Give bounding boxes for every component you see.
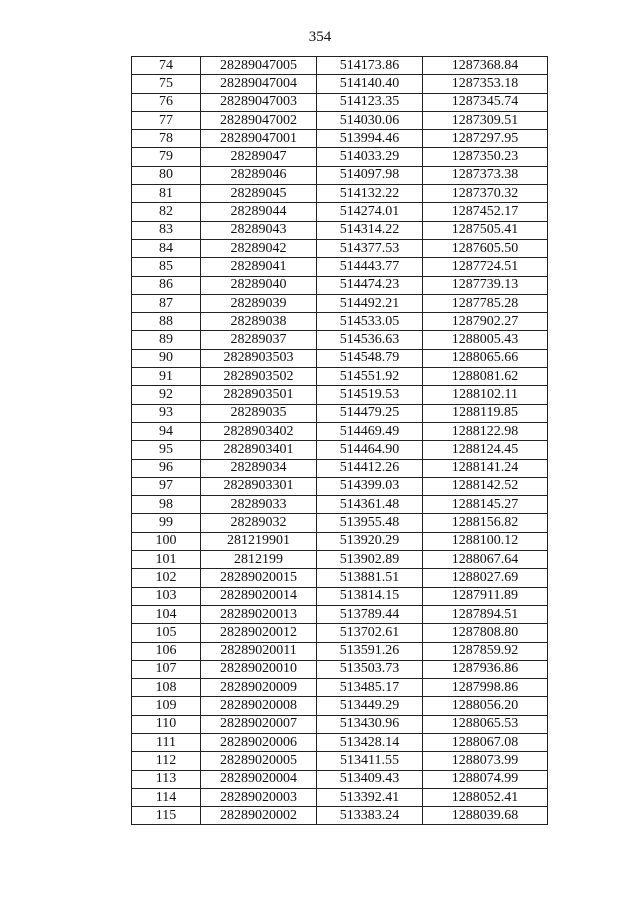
y-coordinate-cell: 1288119.85 xyxy=(423,404,548,422)
x-coordinate-cell: 514123.35 xyxy=(317,93,423,111)
table-row xyxy=(132,752,548,770)
row-number-cell: 104 xyxy=(132,605,201,623)
row-number-cell: 77 xyxy=(132,111,201,129)
x-coordinate-cell: 514551.92 xyxy=(317,368,423,386)
x-coordinate-cell: 513503.73 xyxy=(317,660,423,678)
table-row xyxy=(132,349,548,367)
point-id-cell: 281219901 xyxy=(201,532,317,550)
row-number-cell: 81 xyxy=(132,185,201,203)
y-coordinate-cell: 1288027.69 xyxy=(423,569,548,587)
table-row xyxy=(132,532,548,550)
table-row xyxy=(132,642,548,660)
x-coordinate-cell: 513789.44 xyxy=(317,605,423,623)
table-row xyxy=(132,697,548,715)
point-id-cell: 28289045 xyxy=(201,185,317,203)
x-coordinate-cell: 513814.15 xyxy=(317,587,423,605)
table-row xyxy=(132,148,548,166)
y-coordinate-cell: 1287373.38 xyxy=(423,166,548,184)
x-coordinate-cell: 513409.43 xyxy=(317,770,423,788)
table-row xyxy=(132,368,548,386)
table-row xyxy=(132,496,548,514)
row-number-cell: 95 xyxy=(132,441,201,459)
x-coordinate-cell: 513485.17 xyxy=(317,679,423,697)
x-coordinate-cell: 513702.61 xyxy=(317,624,423,642)
point-id-cell: 28289020003 xyxy=(201,788,317,806)
y-coordinate-cell: 1287309.51 xyxy=(423,111,548,129)
x-coordinate-cell: 514474.23 xyxy=(317,276,423,294)
row-number-cell: 94 xyxy=(132,422,201,440)
x-coordinate-cell: 513920.29 xyxy=(317,532,423,550)
y-coordinate-cell: 1287724.51 xyxy=(423,258,548,276)
x-coordinate-cell: 513591.26 xyxy=(317,642,423,660)
row-number-cell: 112 xyxy=(132,752,201,770)
row-number-cell: 114 xyxy=(132,788,201,806)
y-coordinate-cell: 1287353.18 xyxy=(423,75,548,93)
y-coordinate-cell: 1288067.08 xyxy=(423,733,548,751)
row-number-cell: 113 xyxy=(132,770,201,788)
y-coordinate-cell: 1287505.41 xyxy=(423,221,548,239)
row-number-cell: 89 xyxy=(132,331,201,349)
point-id-cell: 28289047005 xyxy=(201,57,317,75)
row-number-cell: 76 xyxy=(132,93,201,111)
y-coordinate-cell: 1288122.98 xyxy=(423,422,548,440)
x-coordinate-cell: 513411.55 xyxy=(317,752,423,770)
point-id-cell: 28289020002 xyxy=(201,807,317,825)
table-row xyxy=(132,386,548,404)
x-coordinate-cell: 514412.26 xyxy=(317,459,423,477)
table-row xyxy=(132,111,548,129)
x-coordinate-cell: 513994.46 xyxy=(317,130,423,148)
point-id-cell: 28289041 xyxy=(201,258,317,276)
y-coordinate-cell: 1288100.12 xyxy=(423,532,548,550)
row-number-cell: 82 xyxy=(132,203,201,221)
x-coordinate-cell: 514443.77 xyxy=(317,258,423,276)
x-coordinate-cell: 514492.21 xyxy=(317,294,423,312)
table-row xyxy=(132,313,548,331)
x-coordinate-cell: 514173.86 xyxy=(317,57,423,75)
y-coordinate-cell: 1288081.62 xyxy=(423,368,548,386)
y-coordinate-cell: 1288052.41 xyxy=(423,788,548,806)
table-row xyxy=(132,75,548,93)
table-row xyxy=(132,294,548,312)
table-row xyxy=(132,203,548,221)
y-coordinate-cell: 1288156.82 xyxy=(423,514,548,532)
row-number-cell: 83 xyxy=(132,221,201,239)
y-coordinate-cell: 1288142.52 xyxy=(423,477,548,495)
row-number-cell: 80 xyxy=(132,166,201,184)
y-coordinate-cell: 1287894.51 xyxy=(423,605,548,623)
row-number-cell: 101 xyxy=(132,551,201,569)
y-coordinate-cell: 1288067.64 xyxy=(423,551,548,569)
x-coordinate-cell: 514361.48 xyxy=(317,496,423,514)
x-coordinate-cell: 514469.49 xyxy=(317,422,423,440)
row-number-cell: 86 xyxy=(132,276,201,294)
x-coordinate-cell: 513881.51 xyxy=(317,569,423,587)
row-number-cell: 111 xyxy=(132,733,201,751)
table-row xyxy=(132,93,548,111)
coordinates-table xyxy=(131,56,548,825)
row-number-cell: 102 xyxy=(132,569,201,587)
x-coordinate-cell: 514097.98 xyxy=(317,166,423,184)
point-id-cell: 28289043 xyxy=(201,221,317,239)
table-row xyxy=(132,239,548,257)
row-number-cell: 93 xyxy=(132,404,201,422)
row-number-cell: 88 xyxy=(132,313,201,331)
row-number-cell: 106 xyxy=(132,642,201,660)
y-coordinate-cell: 1287911.89 xyxy=(423,587,548,605)
row-number-cell: 99 xyxy=(132,514,201,532)
y-coordinate-cell: 1287936.86 xyxy=(423,660,548,678)
x-coordinate-cell: 514548.79 xyxy=(317,349,423,367)
row-number-cell: 84 xyxy=(132,239,201,257)
table-row xyxy=(132,477,548,495)
x-coordinate-cell: 514377.53 xyxy=(317,239,423,257)
point-id-cell: 28289034 xyxy=(201,459,317,477)
point-id-cell: 28289020004 xyxy=(201,770,317,788)
table-row xyxy=(132,441,548,459)
row-number-cell: 98 xyxy=(132,496,201,514)
row-number-cell: 100 xyxy=(132,532,201,550)
point-id-cell: 28289020011 xyxy=(201,642,317,660)
row-number-cell: 91 xyxy=(132,368,201,386)
point-id-cell: 28289047 xyxy=(201,148,317,166)
table-row xyxy=(132,770,548,788)
row-number-cell: 109 xyxy=(132,697,201,715)
table-row xyxy=(132,221,548,239)
table-row xyxy=(132,422,548,440)
y-coordinate-cell: 1287605.50 xyxy=(423,239,548,257)
table-row xyxy=(132,514,548,532)
x-coordinate-cell: 513383.24 xyxy=(317,807,423,825)
point-id-cell: 28289047001 xyxy=(201,130,317,148)
y-coordinate-cell: 1287902.27 xyxy=(423,313,548,331)
row-number-cell: 96 xyxy=(132,459,201,477)
point-id-cell: 28289020005 xyxy=(201,752,317,770)
y-coordinate-cell: 1287739.13 xyxy=(423,276,548,294)
point-id-cell: 28289020006 xyxy=(201,733,317,751)
table-row xyxy=(132,660,548,678)
table-row xyxy=(132,57,548,75)
point-id-cell: 28289033 xyxy=(201,496,317,514)
row-number-cell: 110 xyxy=(132,715,201,733)
y-coordinate-cell: 1288141.24 xyxy=(423,459,548,477)
row-number-cell: 115 xyxy=(132,807,201,825)
point-id-cell: 2828903501 xyxy=(201,386,317,404)
point-id-cell: 28289046 xyxy=(201,166,317,184)
table-row xyxy=(132,587,548,605)
point-id-cell: 28289020013 xyxy=(201,605,317,623)
table-row xyxy=(132,404,548,422)
point-id-cell: 28289037 xyxy=(201,331,317,349)
x-coordinate-cell: 514519.53 xyxy=(317,386,423,404)
table-row xyxy=(132,166,548,184)
page-number: 354 xyxy=(308,29,332,45)
point-id-cell: 28289040 xyxy=(201,276,317,294)
row-number-cell: 79 xyxy=(132,148,201,166)
row-number-cell: 87 xyxy=(132,294,201,312)
y-coordinate-cell: 1287808.80 xyxy=(423,624,548,642)
y-coordinate-cell: 1288145.27 xyxy=(423,496,548,514)
y-coordinate-cell: 1288065.66 xyxy=(423,349,548,367)
x-coordinate-cell: 514033.29 xyxy=(317,148,423,166)
point-id-cell: 28289032 xyxy=(201,514,317,532)
row-number-cell: 75 xyxy=(132,75,201,93)
x-coordinate-cell: 514536.63 xyxy=(317,331,423,349)
x-coordinate-cell: 513392.41 xyxy=(317,788,423,806)
table-row xyxy=(132,715,548,733)
point-id-cell: 28289039 xyxy=(201,294,317,312)
point-id-cell: 2828903301 xyxy=(201,477,317,495)
x-coordinate-cell: 513955.48 xyxy=(317,514,423,532)
x-coordinate-cell: 514314.22 xyxy=(317,221,423,239)
table-row xyxy=(132,788,548,806)
table-row xyxy=(132,733,548,751)
row-number-cell: 105 xyxy=(132,624,201,642)
y-coordinate-cell: 1287370.32 xyxy=(423,185,548,203)
y-coordinate-cell: 1287345.74 xyxy=(423,93,548,111)
table-row xyxy=(132,569,548,587)
point-id-cell: 2828903401 xyxy=(201,441,317,459)
point-id-cell: 28289020012 xyxy=(201,624,317,642)
point-id-cell: 2828903503 xyxy=(201,349,317,367)
y-coordinate-cell: 1288073.99 xyxy=(423,752,548,770)
point-id-cell: 28289035 xyxy=(201,404,317,422)
coordinates-table-body xyxy=(132,57,548,825)
x-coordinate-cell: 513902.89 xyxy=(317,551,423,569)
point-id-cell: 2828903402 xyxy=(201,422,317,440)
x-coordinate-cell: 514533.05 xyxy=(317,313,423,331)
y-coordinate-cell: 1287859.92 xyxy=(423,642,548,660)
y-coordinate-cell: 1287368.84 xyxy=(423,57,548,75)
x-coordinate-cell: 514274.01 xyxy=(317,203,423,221)
x-coordinate-cell: 514140.40 xyxy=(317,75,423,93)
table-row xyxy=(132,185,548,203)
y-coordinate-cell: 1288056.20 xyxy=(423,697,548,715)
point-id-cell: 28289020007 xyxy=(201,715,317,733)
y-coordinate-cell: 1288005.43 xyxy=(423,331,548,349)
table-row xyxy=(132,551,548,569)
point-id-cell: 28289020014 xyxy=(201,587,317,605)
y-coordinate-cell: 1287350.23 xyxy=(423,148,548,166)
table-row xyxy=(132,605,548,623)
point-id-cell: 28289044 xyxy=(201,203,317,221)
point-id-cell: 28289020010 xyxy=(201,660,317,678)
y-coordinate-cell: 1288065.53 xyxy=(423,715,548,733)
y-coordinate-cell: 1287785.28 xyxy=(423,294,548,312)
row-number-cell: 78 xyxy=(132,130,201,148)
y-coordinate-cell: 1288039.68 xyxy=(423,807,548,825)
x-coordinate-cell: 514399.03 xyxy=(317,477,423,495)
row-number-cell: 85 xyxy=(132,258,201,276)
point-id-cell: 28289047004 xyxy=(201,75,317,93)
point-id-cell: 28289042 xyxy=(201,239,317,257)
point-id-cell: 2812199 xyxy=(201,551,317,569)
row-number-cell: 103 xyxy=(132,587,201,605)
row-number-cell: 107 xyxy=(132,660,201,678)
table-row xyxy=(132,130,548,148)
point-id-cell: 28289020015 xyxy=(201,569,317,587)
row-number-cell: 97 xyxy=(132,477,201,495)
row-number-cell: 90 xyxy=(132,349,201,367)
row-number-cell: 108 xyxy=(132,679,201,697)
y-coordinate-cell: 1288124.45 xyxy=(423,441,548,459)
point-id-cell: 2828903502 xyxy=(201,368,317,386)
x-coordinate-cell: 514479.25 xyxy=(317,404,423,422)
row-number-cell: 92 xyxy=(132,386,201,404)
table-row xyxy=(132,807,548,825)
x-coordinate-cell: 513430.96 xyxy=(317,715,423,733)
x-coordinate-cell: 514132.22 xyxy=(317,185,423,203)
table-row xyxy=(132,276,548,294)
x-coordinate-cell: 514464.90 xyxy=(317,441,423,459)
x-coordinate-cell: 513449.29 xyxy=(317,697,423,715)
y-coordinate-cell: 1287297.95 xyxy=(423,130,548,148)
table-row xyxy=(132,679,548,697)
point-id-cell: 28289020009 xyxy=(201,679,317,697)
y-coordinate-cell: 1288102.11 xyxy=(423,386,548,404)
x-coordinate-cell: 514030.06 xyxy=(317,111,423,129)
point-id-cell: 28289020008 xyxy=(201,697,317,715)
point-id-cell: 28289047002 xyxy=(201,111,317,129)
x-coordinate-cell: 513428.14 xyxy=(317,733,423,751)
point-id-cell: 28289038 xyxy=(201,313,317,331)
table-row xyxy=(132,624,548,642)
row-number-cell: 74 xyxy=(132,57,201,75)
y-coordinate-cell: 1288074.99 xyxy=(423,770,548,788)
table-row xyxy=(132,258,548,276)
y-coordinate-cell: 1287998.86 xyxy=(423,679,548,697)
table-row xyxy=(132,331,548,349)
table-row xyxy=(132,459,548,477)
y-coordinate-cell: 1287452.17 xyxy=(423,203,548,221)
point-id-cell: 28289047003 xyxy=(201,93,317,111)
